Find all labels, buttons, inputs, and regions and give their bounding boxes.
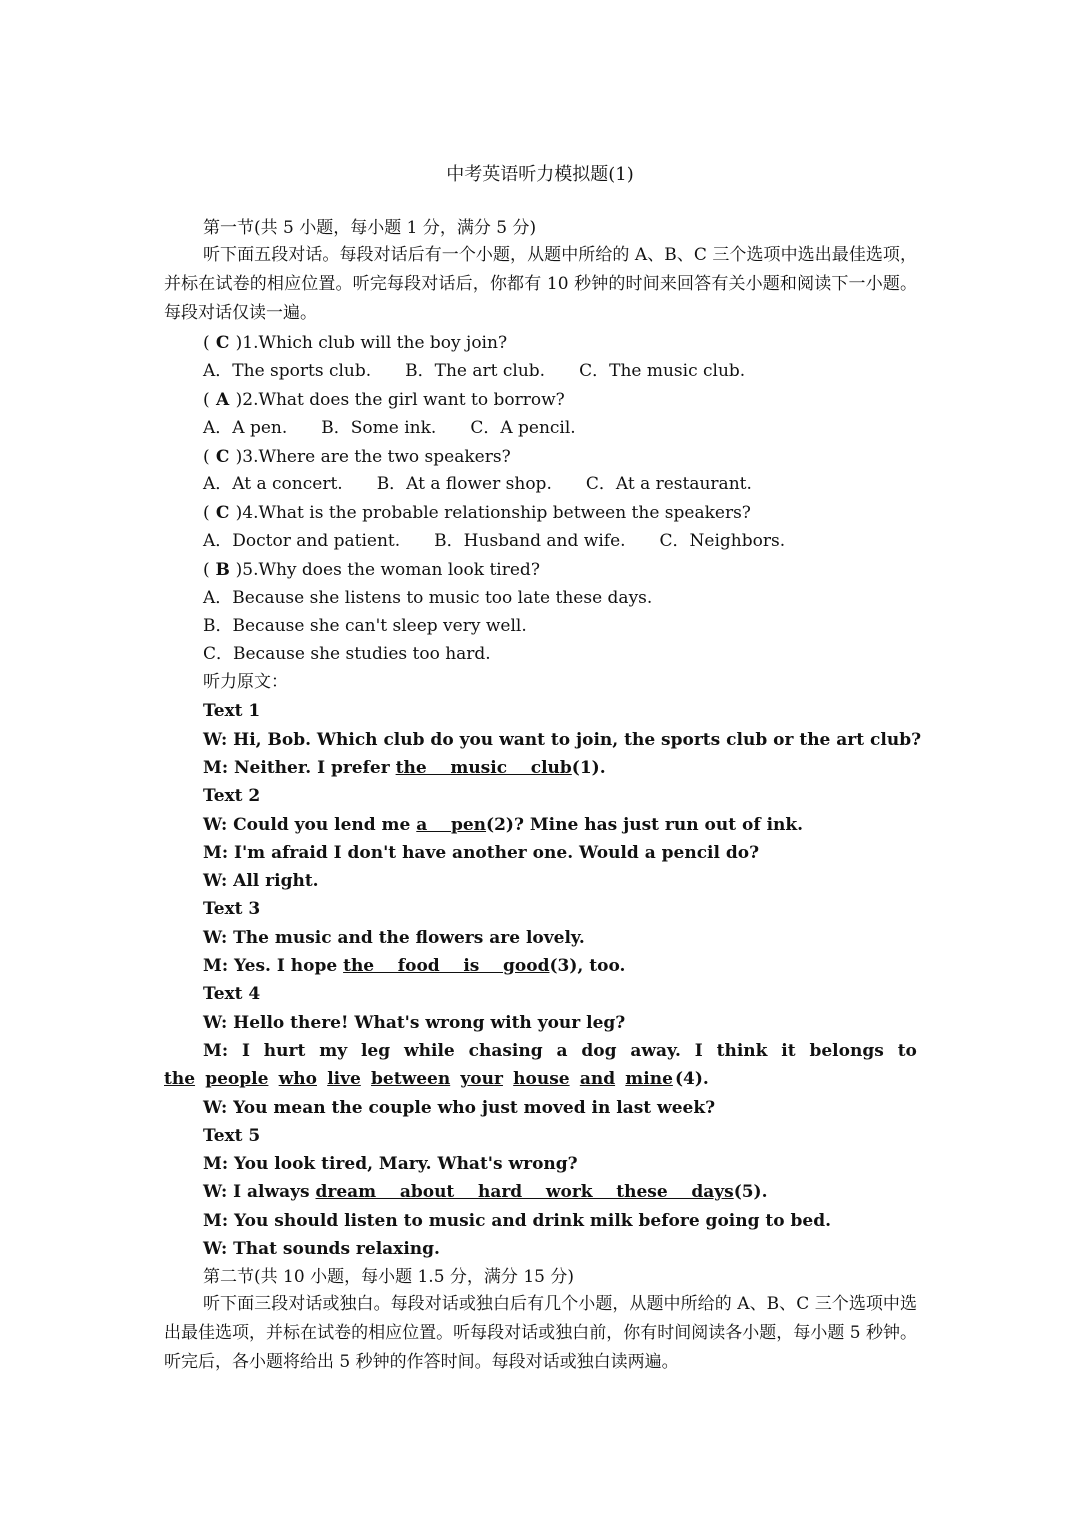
option: A．At a concert. xyxy=(203,474,343,494)
blank-answer-4 xyxy=(164,1068,673,1090)
word: it xyxy=(781,1041,796,1061)
text-4-line-1: W: Hello there! What's wrong with your leg? xyxy=(203,1013,626,1033)
line-text: (2)? Mine has just run out of ink. xyxy=(486,815,804,835)
answer-5: B xyxy=(215,560,230,580)
word: your xyxy=(460,1069,503,1089)
answer-3: C xyxy=(215,447,230,467)
question-1-options xyxy=(203,360,745,382)
question-4-options xyxy=(203,530,785,552)
option: B．Some ink. xyxy=(321,418,437,438)
blank-answer-1: the music club xyxy=(395,758,572,778)
text-2-line-1 xyxy=(203,814,803,836)
word: live xyxy=(327,1069,361,1089)
text-4-title: Text 4 xyxy=(203,984,261,1004)
question-5: ( B )5.Why does the woman look tired? xyxy=(203,560,540,580)
text-5-line-3: M: You should listen to music and drink milk before going to bed. xyxy=(203,1211,832,1231)
text-2-title: Text 2 xyxy=(203,786,261,806)
text-2-line-2: M: I'm afraid I don't have another one. Would a pencil do? xyxy=(203,843,760,863)
word: the xyxy=(164,1069,196,1089)
word: dog xyxy=(581,1041,617,1061)
blank-answer-3: the food is good xyxy=(343,956,550,976)
question-1-stem: )1.Which club will the boy join? xyxy=(235,333,508,353)
word: between xyxy=(371,1069,451,1089)
text-5-line-2 xyxy=(203,1181,768,1203)
text-5-line-4: W: That sounds relaxing. xyxy=(203,1239,440,1259)
line-text: M: Yes. I hope xyxy=(203,956,344,976)
option: A．The sports club. xyxy=(203,361,372,381)
word: mine xyxy=(625,1069,673,1089)
question-5-option-b: B．Because she can't sleep very well. xyxy=(203,616,527,636)
blank-answer-2: a pen xyxy=(416,815,487,835)
option: A．Doctor and patient. xyxy=(203,531,401,551)
question-2-stem: )2.What does the girl want to borrow? xyxy=(235,390,565,410)
section2-heading: 第二节(共 10 小题，每小题 1.5 分，满分 15 分) xyxy=(203,1267,574,1287)
word: away. xyxy=(630,1041,681,1061)
line-text: W: Could you lend me xyxy=(203,815,417,835)
word: I xyxy=(241,1041,250,1061)
text-5-title: Text 5 xyxy=(203,1126,261,1146)
word: chasing xyxy=(468,1041,543,1061)
line-text: (1). xyxy=(571,758,606,778)
option: B．Husband and wife. xyxy=(434,531,626,551)
section2-instructions: 听下面三段对话或独白。每段对话或独白后有几个小题，从题中所给的 A、B、C 三个选项中选出最佳选项，并标在试卷的相应位置。听每段对话或独白前，你有时间阅读各小题，每小题 5 秒钟。听完后，各小题将给出 5 秒钟的作答时间。每段对话或独白读两遍。 xyxy=(164,1294,917,1372)
text-4-line-2 xyxy=(203,1040,917,1062)
word: my xyxy=(319,1041,348,1061)
page-title: 中考英语听力模拟题(1) xyxy=(446,164,634,185)
text-3-line-2 xyxy=(203,955,625,977)
transcript-label: 听力原文： xyxy=(203,672,288,692)
text-5-line-1: M: You look tired, Mary. What's wrong? xyxy=(203,1154,578,1174)
answer-1: C xyxy=(215,333,230,353)
option: B．At a flower shop. xyxy=(376,474,552,494)
word: people xyxy=(205,1069,269,1089)
question-3-stem: )3.Where are the two speakers? xyxy=(235,447,511,467)
line-text: (4). xyxy=(675,1069,709,1089)
word: leg xyxy=(360,1041,391,1061)
text-2-line-3: W: All right. xyxy=(203,871,319,891)
question-4: ( C )4.What is the probable relationship between the speakers? xyxy=(203,503,751,523)
word: while xyxy=(404,1041,455,1061)
question-4-stem: )4.What is the probable relationship between the speakers? xyxy=(235,503,751,523)
question-5-stem: )5.Why does the woman look tired? xyxy=(235,560,540,580)
line-text: W: I always xyxy=(203,1182,316,1202)
text-3-title: Text 3 xyxy=(203,899,261,919)
text-1-title: Text 1 xyxy=(203,701,261,721)
word: to xyxy=(897,1041,917,1061)
word: a xyxy=(556,1041,568,1061)
word: who xyxy=(278,1069,317,1089)
answer-4: C xyxy=(215,503,230,523)
question-3-options xyxy=(203,473,752,495)
option: C．Neighbors. xyxy=(659,531,786,551)
question-2-options xyxy=(203,417,576,439)
question-3: ( C )3.Where are the two speakers? xyxy=(203,447,511,467)
text-3-line-1: W: The music and the flowers are lovely. xyxy=(203,928,585,948)
section1-instructions: 听下面五段对话。每段对话后有一个小题，从题中所给的 A、B、C 三个选项中选出最佳选项，并标在试卷的相应位置。听完每段对话后，你都有 10 秒钟的时间来回答有关小题和阅读下一小题。每段对话仅读一遍。 xyxy=(164,245,917,323)
question-5-option-a: A．Because she listens to music too late these days. xyxy=(203,588,653,608)
word: M: xyxy=(203,1041,229,1061)
word: hurt xyxy=(263,1041,306,1061)
question-2: ( A )2.What does the girl want to borrow? xyxy=(203,390,565,410)
word: and xyxy=(579,1069,616,1089)
answer-2: A xyxy=(216,390,230,410)
word: house xyxy=(513,1069,570,1089)
text-1-line-2 xyxy=(203,757,606,779)
line-text: (3), too. xyxy=(549,956,626,976)
text-1-line-1: W: Hi, Bob. Which club do you want to join, the sports club or the art club? xyxy=(203,730,922,750)
blank-answer-5: dream about hard work these days xyxy=(315,1182,734,1202)
option: C．The music club. xyxy=(579,361,746,381)
line-text: M: Neither. I prefer xyxy=(203,758,396,778)
question-5-option-c: C．Because she studies too hard. xyxy=(203,644,491,664)
word: belongs xyxy=(809,1041,884,1061)
option: C．At a restaurant. xyxy=(585,474,752,494)
option: B．The art club. xyxy=(405,361,546,381)
word: I xyxy=(694,1041,703,1061)
section1-heading: 第一节(共 5 小题，每小题 1 分，满分 5 分) xyxy=(203,218,537,238)
question-1: ( C )1.Which club will the boy join? xyxy=(203,333,508,353)
option: A．A pen. xyxy=(203,418,288,438)
word: think xyxy=(716,1041,768,1061)
option: C．A pencil. xyxy=(470,418,576,438)
text-4-line-4: W: You mean the couple who just moved in last week? xyxy=(203,1098,716,1118)
line-text: (5). xyxy=(733,1182,768,1202)
